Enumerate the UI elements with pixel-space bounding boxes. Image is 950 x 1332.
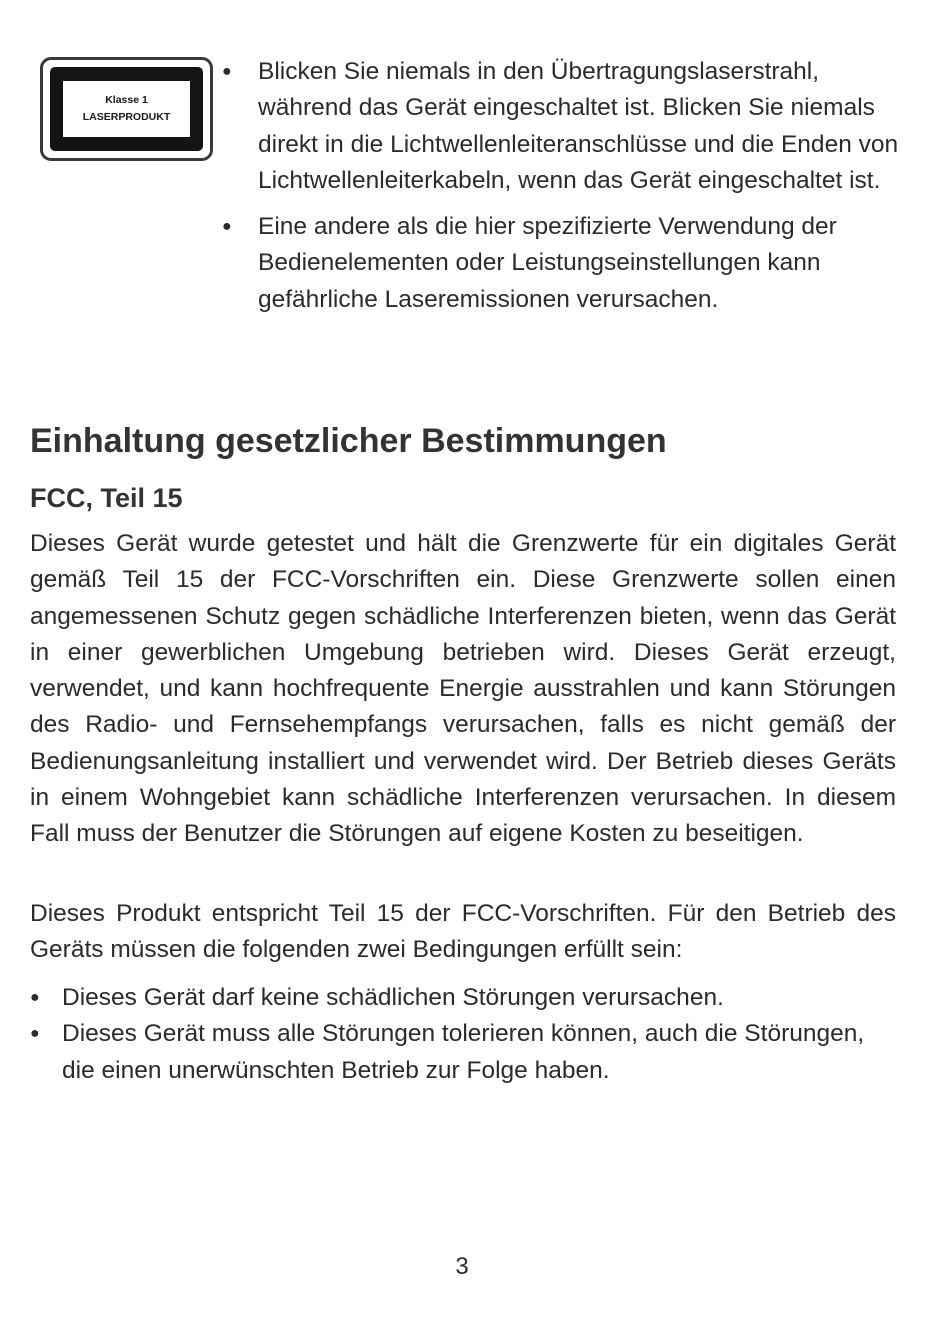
list-item-text: Dieses Gerät darf keine schädlichen Störungen verursachen. xyxy=(62,984,724,1011)
bullet-icon: ● xyxy=(222,63,232,80)
paragraph: Dieses Produkt entspricht Teil 15 der FCC-Vorschriften. Für den Betrieb des Geräts müssen die folgenden zwei Bedingungen erfüllt sein: xyxy=(30,900,896,964)
condition-list xyxy=(30,980,900,1089)
section-subheading: FCC, Teil 15 xyxy=(30,483,183,513)
section-heading: Einhaltung gesetzlicher Bestimmungen xyxy=(30,422,667,460)
page-number: 3 xyxy=(455,1253,469,1280)
list-item xyxy=(30,980,900,1016)
laser-product-text: LASERPRODUKT xyxy=(82,111,171,123)
bullet-icon: ● xyxy=(30,1025,40,1043)
list-item-text: Blicken Sie niemals in den Übertragungslaserstrahl, während das Gerät eingeschaltet ist. Blicken Sie niemals direkt in die Lichtwellenleiteranschlüsse und die Enden von Lichtwellenleiterkabeln, wenn das Gerät eingeschaltet ist. xyxy=(258,58,899,194)
bullet-icon: ● xyxy=(222,218,232,236)
laser-warning-list xyxy=(222,54,912,328)
list-item xyxy=(30,1016,900,1089)
laser-label-border xyxy=(50,67,203,151)
list-item-text: Dieses Gerät muss alle Störungen tolerieren können, auch die Störungen, die einen unerwünschten Betrieb zur Folge haben. xyxy=(62,1020,865,1084)
laser-class-text: Klasse 1 xyxy=(105,94,148,106)
list-item xyxy=(222,54,912,199)
paragraph: Dieses Gerät wurde getestet und hält die Grenzwerte für ein digitales Gerät gemäß Teil 15 der FCC-Vorschriften ein. Diese Grenzwerte sollen einen angemessenen Schutz gegen schädliche Interferenzen bieten, wenn das Gerät in einer gewerblichen Umgebung betrieben wird. Dieses Gerät erzeugt, verwendet, und kann hochfrequente Energie ausstrahlen und kann Störungen des Radio- und Fernsehempfangs verursachen, falls es nicht gemäß der Bedienungsanleitung installiert und verwendet wird. Der Betrieb dieses Geräts in einem Wohngebiet kann schädliche Interferenzen verursachen. In diesem Fall muss der Benutzer die Störungen auf eigene Kosten zu beseitigen. xyxy=(30,530,896,848)
bullet-icon: ● xyxy=(30,989,40,1006)
list-item xyxy=(222,209,912,318)
list-item-text: Eine andere als die hier spezifizierte Verwendung der Bedienelementen oder Leistungseinstellungen kann gefährliche Laseremissionen verursachen. xyxy=(258,213,837,313)
laser-class-label xyxy=(40,57,213,161)
laser-label-text-area xyxy=(63,81,190,137)
